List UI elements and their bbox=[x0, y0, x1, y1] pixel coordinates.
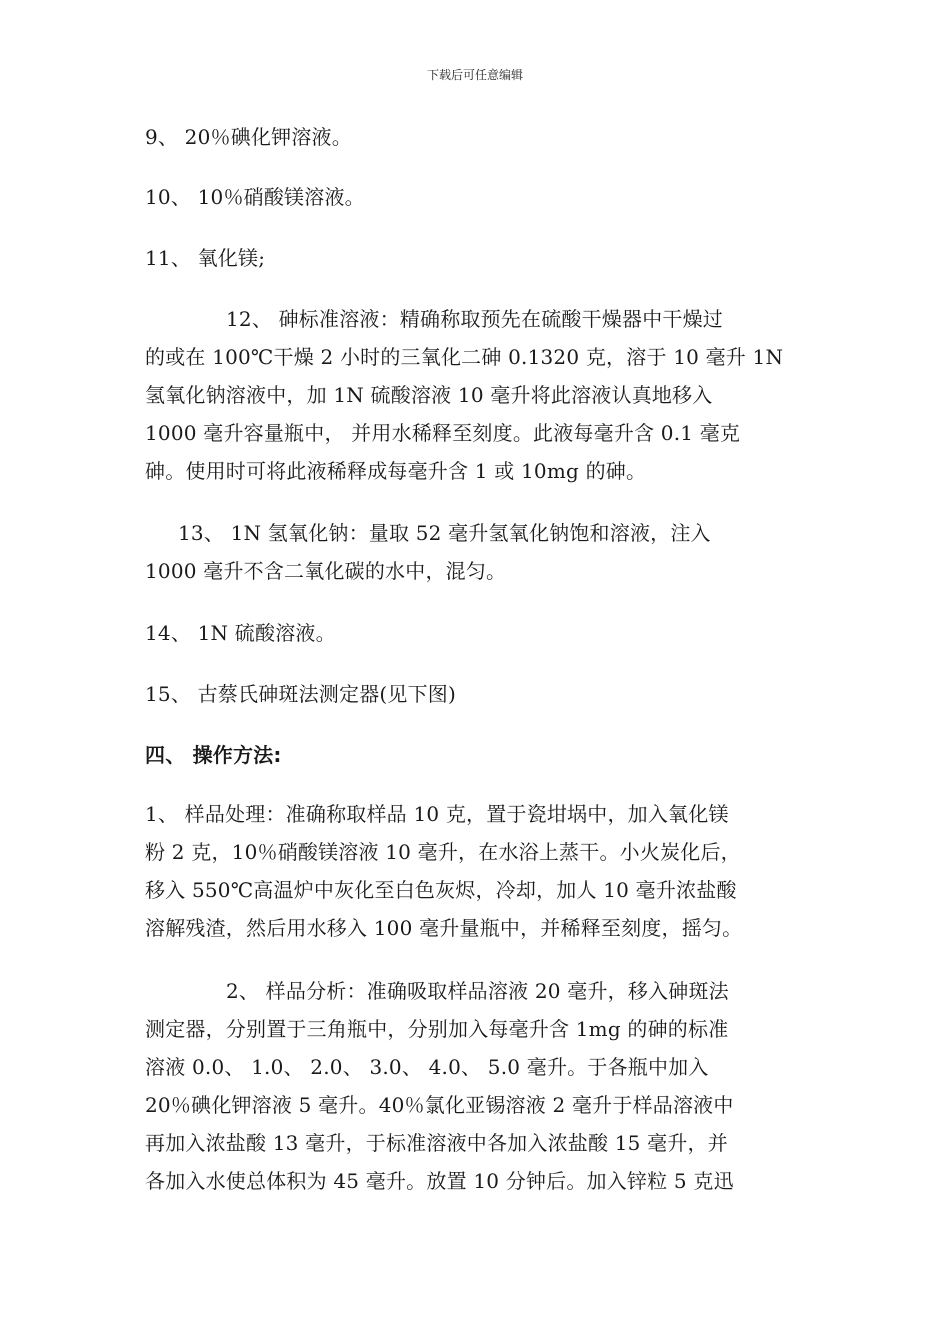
step-2-line-2: 测定器，分别置于三角瓶中，分别加入每毫升含 1mg 的砷的标准 bbox=[145, 1017, 729, 1041]
section-heading: 四、 操作方法: bbox=[145, 743, 282, 767]
step-2-line-4: 20％碘化钾溶液 5 毫升。40％氯化亚锡溶液 2 毫升于样品溶液中 bbox=[145, 1093, 734, 1117]
step-2-line-5: 再加入浓盐酸 13 毫升，于标准溶液中各加入浓盐酸 15 毫升，并 bbox=[145, 1131, 728, 1155]
list-item-15: 15、 古蔡氏砷斑法测定器(见下图) bbox=[145, 682, 457, 706]
list-item-12-line-5: 砷。使用时可将此液稀释成每毫升含 1 或 10mg 的砷。 bbox=[145, 459, 647, 483]
list-item-12-line-1: 12、 砷标准溶液：精确称取预先在硫酸干燥器中干燥过 bbox=[226, 307, 724, 331]
list-item-13-line-2: 1000 毫升不含二氧化碳的水中，混匀。 bbox=[145, 559, 507, 583]
list-item-12-line-3: 氢氧化钠溶液中，加 1N 硫酸溶液 10 毫升将此溶液认真地移入 bbox=[145, 383, 713, 407]
step-1-line-4: 溶解残渣，然后用水移入 100 毫升量瓶中，并稀释至刻度，摇匀。 bbox=[145, 916, 743, 940]
step-2-line-3: 溶液 0.0、 1.0、 2.0、 3.0、 4.0、 5.0 毫升。于各瓶中加入 bbox=[145, 1055, 709, 1079]
list-item-12-line-4: 1000 毫升容量瓶中， 并用水稀释至刻度。此液每毫升含 0.1 毫克 bbox=[145, 421, 741, 445]
list-item-11: 11、 氧化镁; bbox=[145, 246, 266, 270]
list-item-10: 10、 10％硝酸镁溶液。 bbox=[145, 185, 365, 209]
step-2-line-6: 各加入水使总体积为 45 毫升。放置 10 分钟后。加入锌粒 5 克迅 bbox=[145, 1169, 734, 1193]
list-item-12-line-2: 的或在 100℃干燥 2 小时的三氧化二砷 0.1320 克，溶于 10 毫升 1N bbox=[145, 345, 784, 369]
list-item-13-line-1: 13、 1N 氢氧化钠：量取 52 毫升氢氧化钠饱和溶液，注入 bbox=[178, 521, 711, 545]
step-1-line-3: 移入 550℃高温炉中灰化至白色灰烬，冷却，加人 10 毫升浓盐酸 bbox=[145, 878, 737, 902]
step-1-line-1: 1、 样品处理：准确称取样品 10 克，置于瓷坩埚中，加入氧化镁 bbox=[145, 802, 729, 826]
list-item-14: 14、 1N 硫酸溶液。 bbox=[145, 621, 336, 645]
step-2-line-1: 2、 样品分析：准确吸取样品溶液 20 毫升，移入砷斑法 bbox=[226, 979, 729, 1003]
page-header: 下载后可任意编辑 bbox=[426, 68, 523, 82]
step-1-line-2: 粉 2 克，10％硝酸镁溶液 10 毫升，在水浴上蒸干。小火炭化后， bbox=[145, 840, 741, 864]
list-item-9: 9、 20％碘化钾溶液。 bbox=[145, 125, 352, 149]
